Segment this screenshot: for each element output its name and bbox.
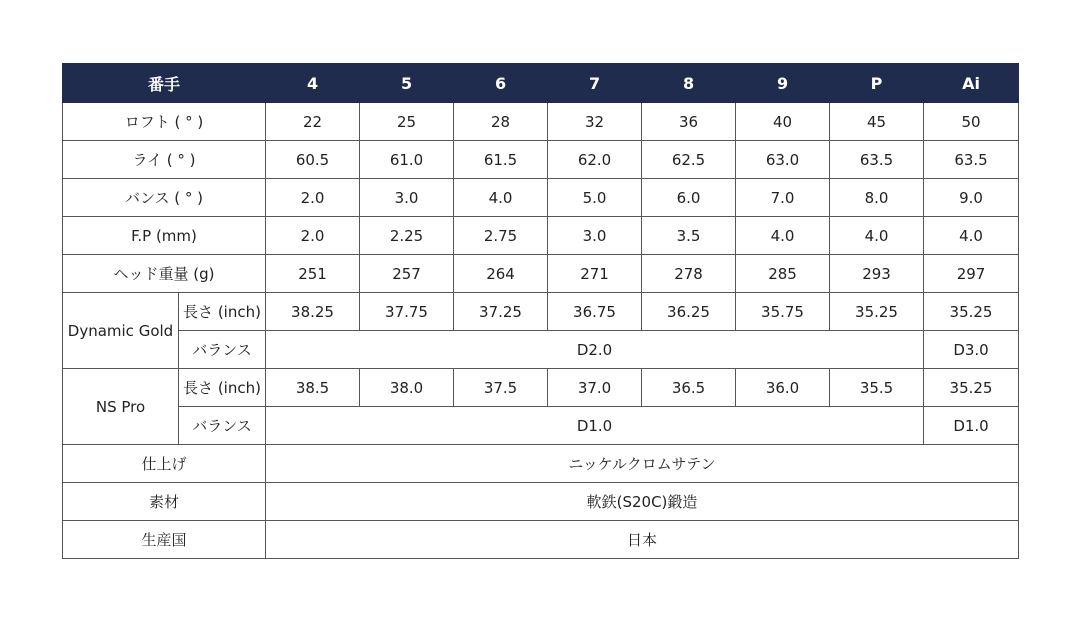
sub-label: 長さ (inch) bbox=[179, 293, 266, 331]
cell: 293 bbox=[830, 255, 924, 293]
cell: 37.0 bbox=[548, 369, 642, 407]
cell: 3.5 bbox=[642, 217, 736, 255]
header-col: 8 bbox=[642, 64, 736, 103]
cell: 4.0 bbox=[736, 217, 830, 255]
fp-row bbox=[63, 217, 1019, 255]
row-label: 生産国 bbox=[63, 521, 266, 559]
cell: 257 bbox=[360, 255, 454, 293]
cell: 62.5 bbox=[642, 141, 736, 179]
head-weight-row bbox=[63, 255, 1019, 293]
sub-label: 長さ (inch) bbox=[179, 369, 266, 407]
dg-balance-row bbox=[63, 331, 1019, 369]
cell: 2.0 bbox=[266, 217, 360, 255]
cell: 4.0 bbox=[924, 217, 1019, 255]
cell: 35.75 bbox=[736, 293, 830, 331]
cell: D3.0 bbox=[924, 331, 1019, 369]
shaft-name: NS Pro bbox=[63, 369, 179, 445]
header-col: 5 bbox=[360, 64, 454, 103]
cell: 36 bbox=[642, 103, 736, 141]
cell: 271 bbox=[548, 255, 642, 293]
sub-label: バランス bbox=[179, 331, 266, 369]
cell: 45 bbox=[830, 103, 924, 141]
header-label: 番手 bbox=[63, 64, 266, 103]
loft-row bbox=[63, 103, 1019, 141]
row-label: ライ ( ° ) bbox=[63, 141, 266, 179]
header-col: 9 bbox=[736, 64, 830, 103]
cell: 2.0 bbox=[266, 179, 360, 217]
header-col: 6 bbox=[454, 64, 548, 103]
cell: 63.5 bbox=[924, 141, 1019, 179]
material-row bbox=[63, 483, 1019, 521]
cell: 36.5 bbox=[642, 369, 736, 407]
cell: 35.25 bbox=[830, 293, 924, 331]
cell: 8.0 bbox=[830, 179, 924, 217]
row-label: F.P (mm) bbox=[63, 217, 266, 255]
cell: 61.5 bbox=[454, 141, 548, 179]
cell-merged: ニッケルクロムサテン bbox=[266, 445, 1019, 483]
cell: 297 bbox=[924, 255, 1019, 293]
dg-length-row bbox=[63, 293, 1019, 331]
cell: 60.5 bbox=[266, 141, 360, 179]
sub-label: バランス bbox=[179, 407, 266, 445]
cell: 40 bbox=[736, 103, 830, 141]
header-col: 7 bbox=[548, 64, 642, 103]
header-col: P bbox=[830, 64, 924, 103]
cell: 3.0 bbox=[548, 217, 642, 255]
cell: 32 bbox=[548, 103, 642, 141]
shaft-name: Dynamic Gold bbox=[63, 293, 179, 369]
origin-row bbox=[63, 521, 1019, 559]
cell: 50 bbox=[924, 103, 1019, 141]
lie-row bbox=[63, 141, 1019, 179]
cell: 28 bbox=[454, 103, 548, 141]
cell: 38.25 bbox=[266, 293, 360, 331]
cell: 35.25 bbox=[924, 369, 1019, 407]
cell: 278 bbox=[642, 255, 736, 293]
ns-length-row bbox=[63, 369, 1019, 407]
cell-merged: D1.0 bbox=[266, 407, 924, 445]
ns-balance-row bbox=[63, 407, 1019, 445]
row-label: バンス ( ° ) bbox=[63, 179, 266, 217]
cell: 62.0 bbox=[548, 141, 642, 179]
cell: 63.0 bbox=[736, 141, 830, 179]
spec-table bbox=[62, 63, 1019, 559]
cell: 22 bbox=[266, 103, 360, 141]
row-label: 仕上げ bbox=[63, 445, 266, 483]
row-label: ロフト ( ° ) bbox=[63, 103, 266, 141]
cell: 35.25 bbox=[924, 293, 1019, 331]
cell: 4.0 bbox=[830, 217, 924, 255]
cell: 5.0 bbox=[548, 179, 642, 217]
header-col: Ai bbox=[924, 64, 1019, 103]
cell: 9.0 bbox=[924, 179, 1019, 217]
cell: 36.0 bbox=[736, 369, 830, 407]
cell: 38.0 bbox=[360, 369, 454, 407]
cell: 61.0 bbox=[360, 141, 454, 179]
cell: 38.5 bbox=[266, 369, 360, 407]
cell: 37.75 bbox=[360, 293, 454, 331]
cell: 3.0 bbox=[360, 179, 454, 217]
cell-merged: 日本 bbox=[266, 521, 1019, 559]
cell: 264 bbox=[454, 255, 548, 293]
cell: 4.0 bbox=[454, 179, 548, 217]
cell: 2.75 bbox=[454, 217, 548, 255]
cell: 6.0 bbox=[642, 179, 736, 217]
row-label: 素材 bbox=[63, 483, 266, 521]
row-label: ヘッド重量 (g) bbox=[63, 255, 266, 293]
header-col: 4 bbox=[266, 64, 360, 103]
cell: 285 bbox=[736, 255, 830, 293]
cell: 37.5 bbox=[454, 369, 548, 407]
cell: D1.0 bbox=[924, 407, 1019, 445]
cell: 35.5 bbox=[830, 369, 924, 407]
finish-row bbox=[63, 445, 1019, 483]
cell: 2.25 bbox=[360, 217, 454, 255]
cell: 25 bbox=[360, 103, 454, 141]
bounce-row bbox=[63, 179, 1019, 217]
cell: 37.25 bbox=[454, 293, 548, 331]
cell-merged: D2.0 bbox=[266, 331, 924, 369]
cell: 36.75 bbox=[548, 293, 642, 331]
cell: 36.25 bbox=[642, 293, 736, 331]
cell: 63.5 bbox=[830, 141, 924, 179]
cell: 7.0 bbox=[736, 179, 830, 217]
header-row bbox=[63, 64, 1019, 103]
cell-merged: 軟鉄(S20C)鍛造 bbox=[266, 483, 1019, 521]
cell: 251 bbox=[266, 255, 360, 293]
